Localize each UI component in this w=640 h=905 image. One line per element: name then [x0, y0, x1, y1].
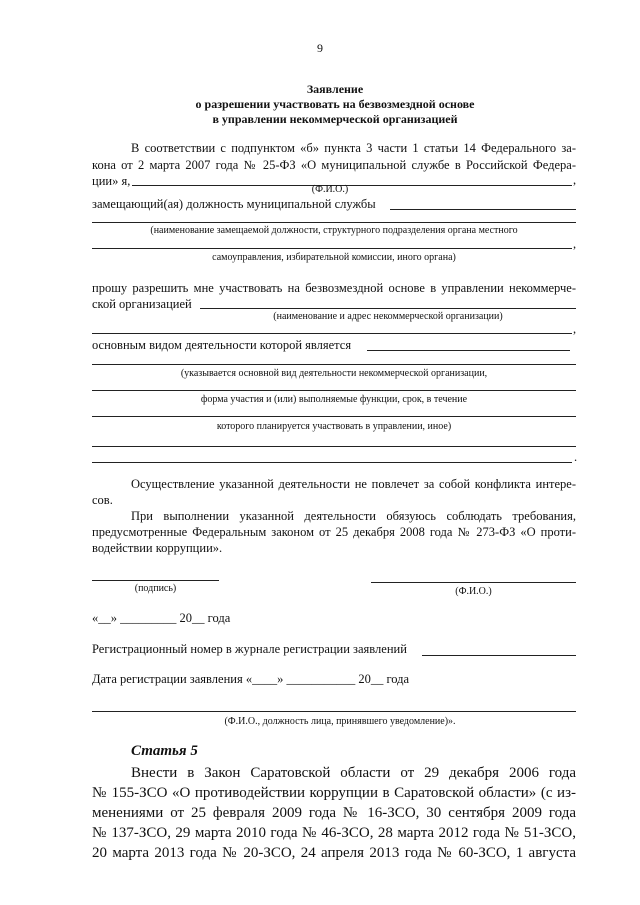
activity-blank-line-2: [92, 364, 576, 365]
reg-number-label: Регистрационный номер в журнале регистрации заявлений: [92, 642, 407, 656]
obligation-line-3: водействии коррупции».: [92, 541, 223, 555]
position-caption-2: самоуправления, избирательной комиссии, иного органа): [212, 252, 456, 263]
request-line-1: прошу разрешить мне участвовать на безвозмездной основе в управлении некоммерче-: [92, 281, 576, 295]
activity-caption-3: которого планируется участвовать в управлении, иное): [216, 421, 452, 432]
obligation-line-2: предусмотренные Федеральным законом от 25 декабря 2008 года № 273-ФЗ «О проти-: [92, 525, 576, 539]
accepted-line: [92, 711, 576, 712]
document-subtitle-line-2: в управлении некоммерческой организацией: [212, 112, 458, 126]
position-caption-1: (наименование замещаемой должности, структурного подразделения органа местного: [150, 225, 518, 236]
article-line-3: менениями от 25 февраля 2009 года № 16-ЗСО, 30 сентября 2009 года: [92, 805, 576, 821]
article-heading: Статья 5: [131, 743, 198, 759]
accepted-caption: (Ф.И.О., должность лица, принявшего уведомление)».: [224, 716, 456, 727]
activity-caption-1: (указывается основной вид деятельности некоммерческой организации,: [180, 368, 488, 379]
intro-line-1: В соответствии с подпунктом «б» пункта 3 части 1 статьи 14 Федерального за-: [131, 141, 576, 155]
signature-fio-caption: (Ф.И.О.): [455, 586, 492, 597]
activity-blank-line-5: [92, 446, 576, 447]
activity-blank-line-6: [92, 462, 572, 463]
request-line-2: ской организацией: [92, 297, 192, 311]
org-blank-line-1: [200, 308, 576, 309]
intro-line-3: ции» я,: [92, 174, 131, 188]
activity-caption-2: форма участия и (или) выполняемые функции, срок, в течение: [200, 394, 468, 405]
article-line-4: № 137-ЗСО, 29 марта 2010 года № 46-ЗСО, 28 марта 2012 года № 51-ЗСО,: [92, 825, 576, 841]
activity-blank-line-1: [367, 350, 570, 351]
signature-line: [92, 580, 219, 581]
reg-date-label: Дата регистрации заявления «____» ___________ 20__ года: [92, 672, 410, 686]
reg-number-line: [422, 655, 576, 656]
signature-fio-line: [371, 582, 576, 583]
position-blank-line-1: [390, 209, 576, 210]
obligation-line-1: При выполнении указанной деятельности обязуюсь соблюдать требования,: [131, 509, 576, 523]
document-title: Заявление: [306, 82, 364, 96]
position-label: замещающий(ая) должность муниципальной службы: [92, 197, 376, 211]
signature-caption: (подпись): [134, 583, 177, 594]
conflict-line-1: Осуществление указанной деятельности не повлечет за собой конфликта интере-: [131, 477, 576, 491]
activity-label: основным видом деятельности которой является: [92, 338, 352, 352]
fio-comma: ,: [573, 173, 577, 187]
intro-line-2: кона от 2 марта 2007 года № 25-ФЗ «О муниципальной службе в Российской Федера-: [92, 158, 576, 172]
page-number: 9: [317, 41, 323, 55]
position-blank-line-3: [92, 248, 572, 249]
article-line-1: Внести в Закон Саратовской области от 29 декабря 2006 года: [131, 765, 576, 781]
org-caption: (наименование и адрес некоммерческой организации): [273, 311, 503, 322]
position-blank-line-2: [92, 222, 576, 223]
org-blank-line-2: [92, 333, 572, 334]
article-line-2: № 155-ЗСО «О противодействии коррупции в Саратовской области» (с из-: [92, 785, 576, 801]
fio-caption: (Ф.И.О.): [311, 184, 349, 195]
activity-period: .: [574, 450, 578, 464]
activity-blank-line-4: [92, 416, 576, 417]
activity-blank-line-3: [92, 390, 576, 391]
conflict-line-2: сов.: [92, 493, 113, 507]
position-comma: ,: [573, 237, 577, 251]
org-comma: ,: [573, 322, 577, 336]
article-line-5: 20 марта 2013 года № 20-ЗСО, 24 апреля 2013 года № 60-ЗСО, 1 августа: [92, 845, 576, 861]
date-line: «__» _________ 20__ года: [92, 611, 231, 625]
document-subtitle-line-1: о разрешении участвовать на безвозмездной основе: [195, 97, 475, 111]
